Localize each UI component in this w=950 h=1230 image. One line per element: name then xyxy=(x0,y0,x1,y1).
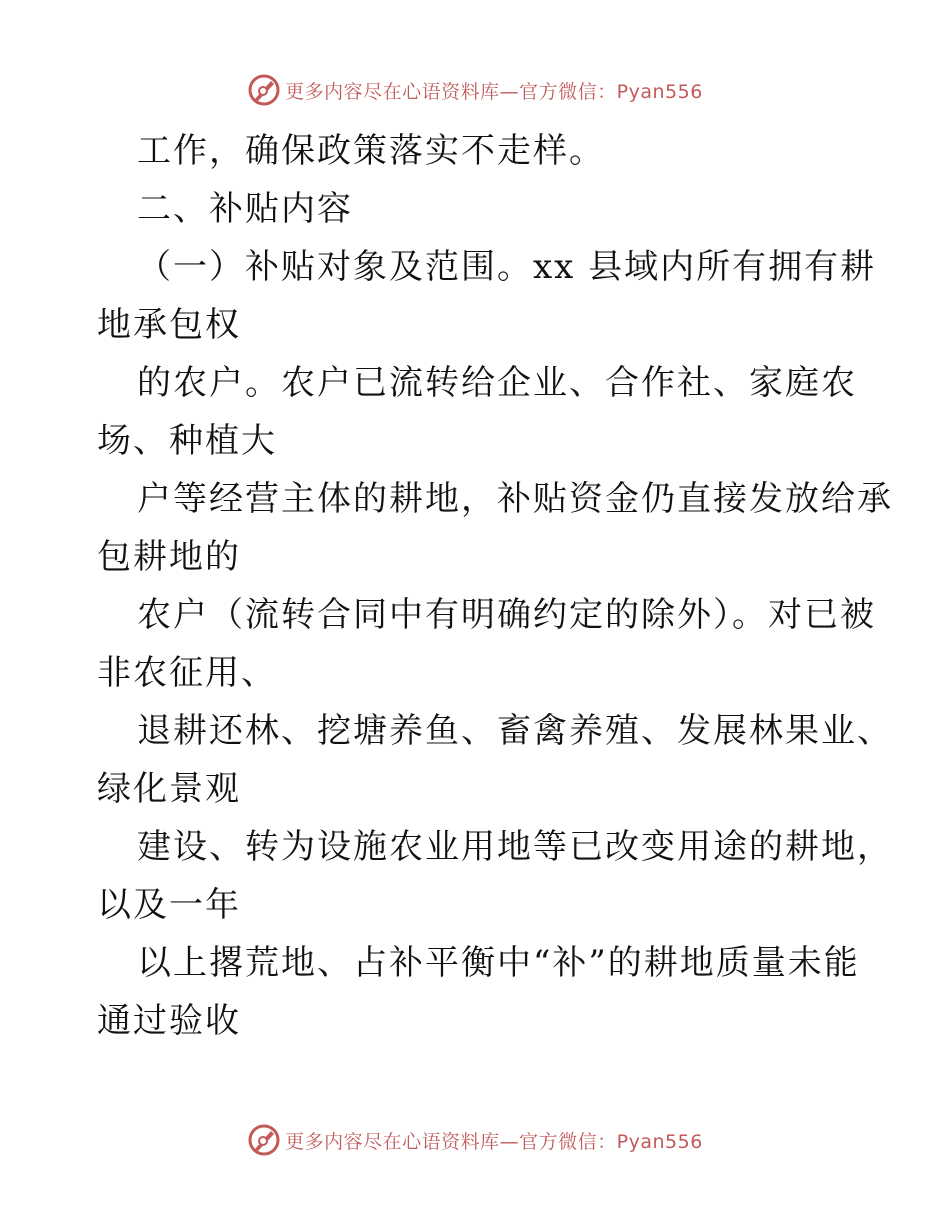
text-line: 包耕地的 xyxy=(97,537,241,577)
text-line: 退耕还林、挖塘养鱼、畜禽养殖、发展林果业、 xyxy=(137,711,893,751)
text-line: 以及一年 xyxy=(97,885,241,925)
text-line: 以上撂荒地、占补平衡中“补”的耕地质量未能 xyxy=(137,943,860,983)
quill-logo-icon xyxy=(247,73,281,107)
text-line: （一）补贴对象及范围。xx 县域内所有拥有耕 xyxy=(137,247,877,287)
document-body xyxy=(97,122,893,1050)
text-line: 户等经营主体的耕地，补贴资金仍直接发放给承 xyxy=(137,479,893,519)
text-line: 非农征用、 xyxy=(97,653,277,693)
text-line: 农户（流转合同中有明确约定的除外）。对已被 xyxy=(137,595,876,635)
footer-banner xyxy=(0,1120,950,1160)
text-line: 工作，确保政策落实不走样。 xyxy=(137,131,605,171)
text-line: 的农户。农户已流转给企业、合作社、家庭农 xyxy=(137,363,857,403)
footer-banner-text: 更多内容尽在心语资料库—官方微信：Pyan556 xyxy=(285,1130,703,1153)
text-line: 地承包权 xyxy=(97,305,241,345)
header-banner xyxy=(0,70,950,110)
text-line: 绿化景观 xyxy=(97,769,241,809)
section-heading: 二、补贴内容 xyxy=(137,189,353,229)
text-line: 通过验收 xyxy=(97,1001,241,1041)
text-line: 场、种植大 xyxy=(97,421,277,461)
text-line: 建设、转为设施农业用地等已改变用途的耕地， xyxy=(137,827,893,867)
quill-logo-icon xyxy=(247,1123,281,1157)
header-banner-text: 更多内容尽在心语资料库—官方微信：Pyan556 xyxy=(285,80,703,103)
